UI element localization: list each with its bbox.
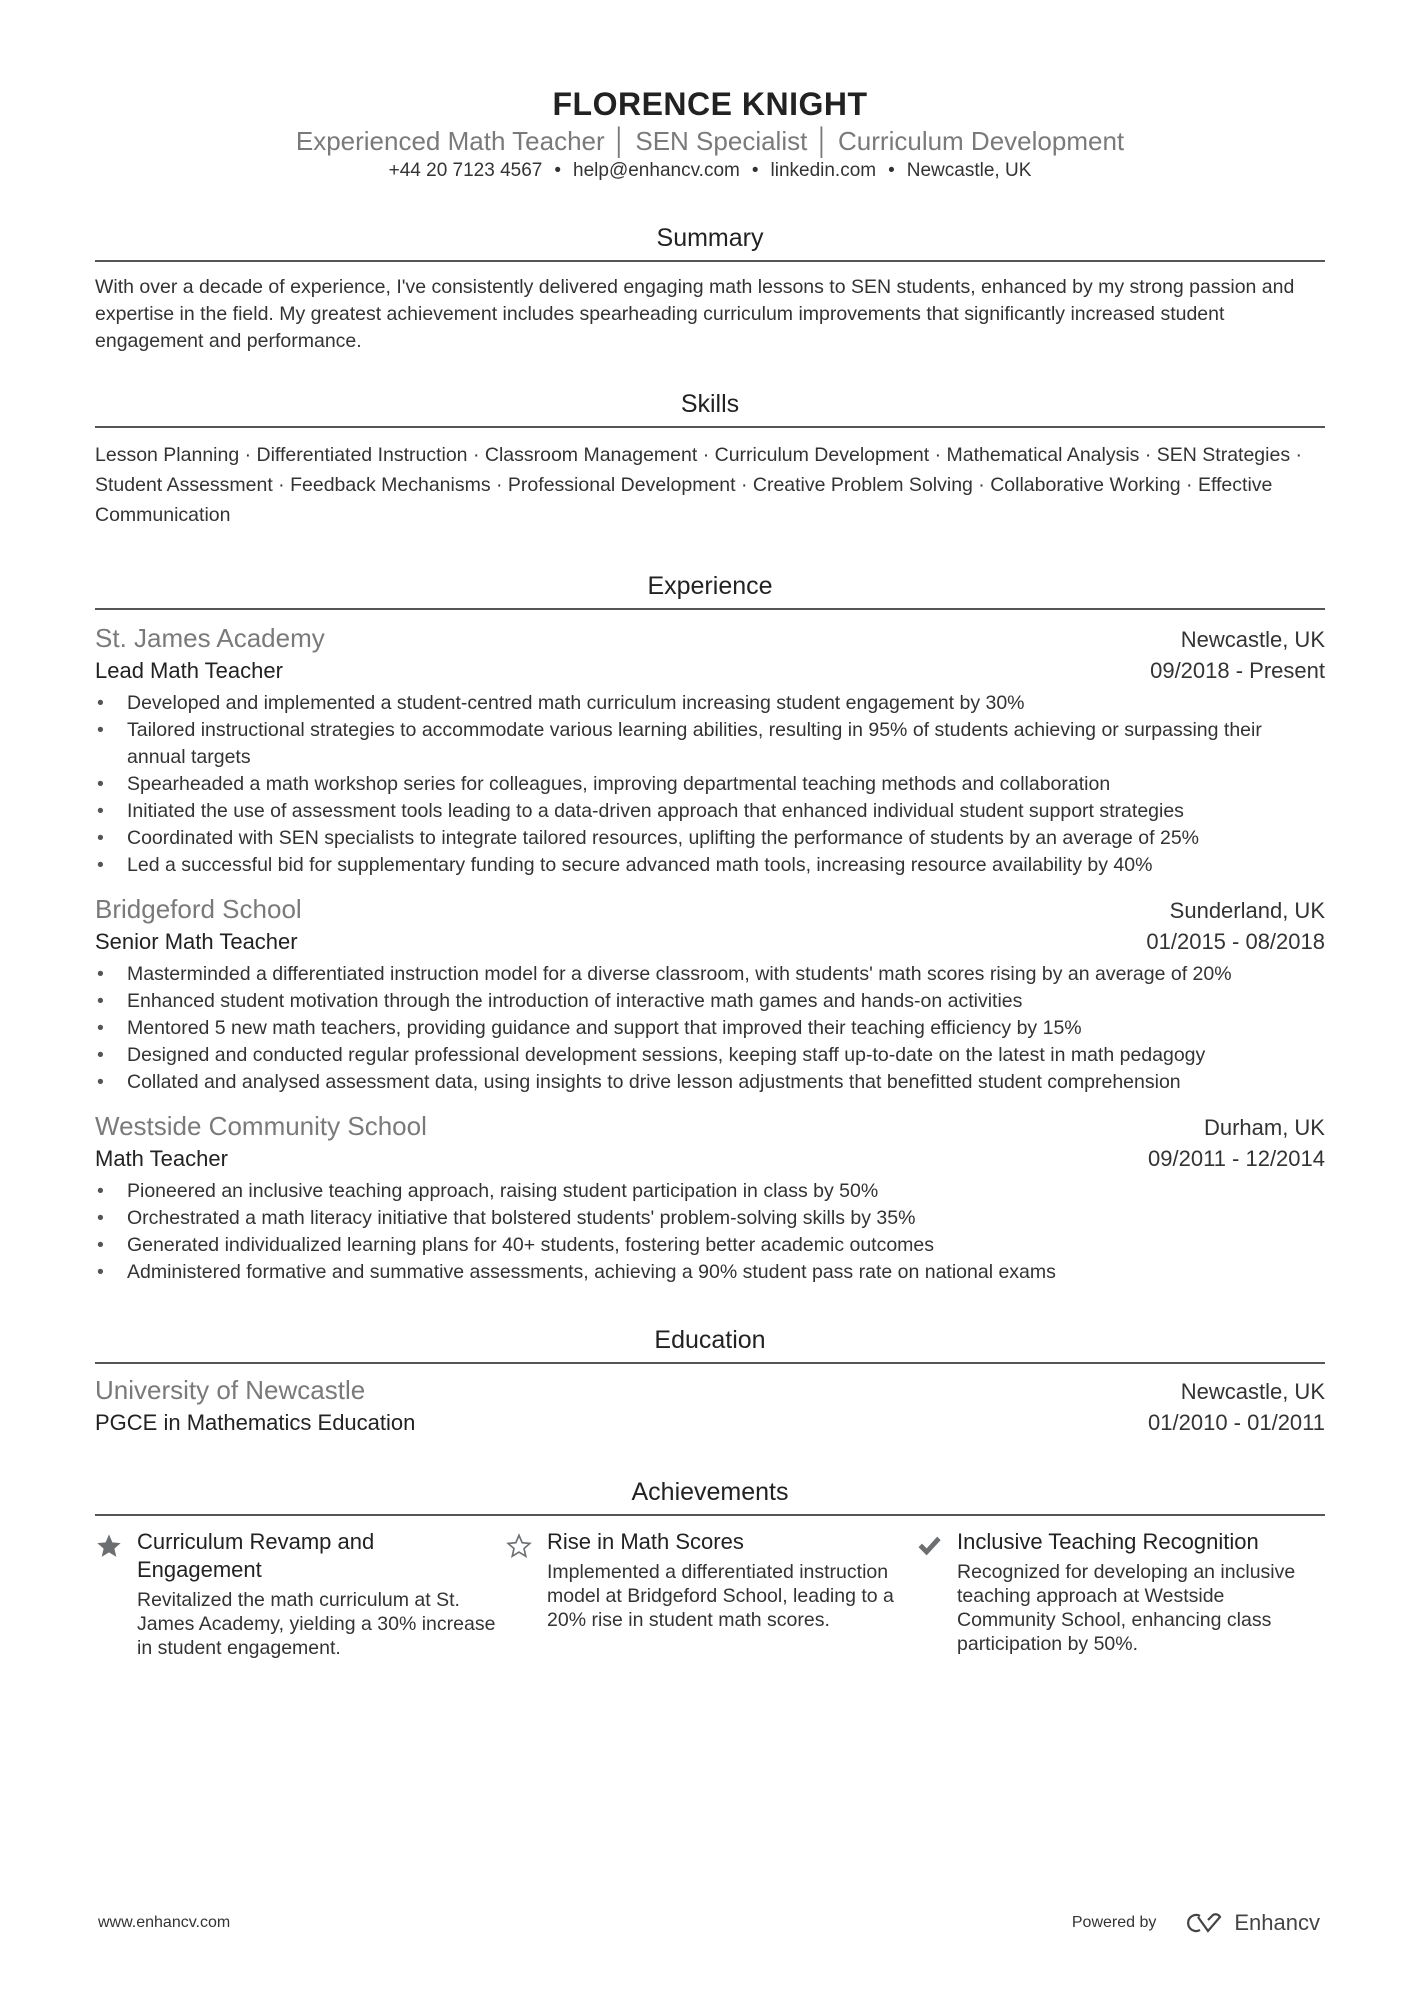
achievements-section bbox=[95, 1476, 1325, 1660]
separator: • bbox=[888, 160, 895, 181]
section-title: Experience bbox=[95, 570, 1325, 610]
enhancv-logo-icon bbox=[1182, 1911, 1226, 1935]
location: Newcastle, UK bbox=[1180, 1379, 1325, 1404]
achievement-title: Inclusive Teaching Recognition bbox=[957, 1529, 1259, 1554]
location: Newcastle, UK bbox=[1180, 627, 1325, 652]
section-title: Summary bbox=[95, 222, 1325, 262]
dates: 09/2011 - 12/2014 bbox=[1148, 1146, 1325, 1171]
bullet-item: • Spearheaded a math workshop series for colleagues, improving departmental teaching methods and collaboration bbox=[95, 771, 1325, 798]
section-title: Education bbox=[95, 1324, 1325, 1364]
achievement-item bbox=[95, 1528, 505, 1660]
checkmark-icon bbox=[915, 1528, 957, 1660]
job-title: Math Teacher bbox=[95, 1146, 228, 1171]
bullet-item: • Administered formative and summative assessments, achieving a 90% student pass rate on national exams bbox=[95, 1259, 1325, 1286]
bullet-item: • Coordinated with SEN specialists to integrate tailored resources, uplifting the performance of students by an average of 25% bbox=[95, 825, 1325, 852]
bullet-item: • Developed and implemented a student-centred math curriculum increasing student engagement by 30% bbox=[95, 690, 1325, 717]
linkedin-link[interactable]: linkedin.com bbox=[770, 160, 877, 181]
summary-text: With over a decade of experience, I've consistently delivered engaging math lessons to SEN students, enhanced by my strong passion and expertise in the field. My greatest achievement includes spearheading curriculum improvements that significantly increased student engagement and performance. bbox=[95, 276, 1295, 352]
job-title: Lead Math Teacher bbox=[95, 658, 283, 683]
skills-list: Lesson Planning · Differentiated Instruction · Classroom Management · Curriculum Development · Mathematical Analysis · SEN Strategies · Student Assessment · Feedback Mechanisms · Professional Development · Creative Problem Solving · Collaborative Working · Effective Communication bbox=[95, 444, 1302, 526]
powered-by-label: Powered by bbox=[1071, 1914, 1157, 1931]
education-section bbox=[95, 1324, 1325, 1438]
achievement-description: Implemented a differentiated instruction model at Bridgeford School, leading to a 20% rise in student math scores. bbox=[547, 1561, 894, 1631]
achievement-description: Recognized for developing an inclusive teaching approach at Westside Community School, enhancing class participation by 50%. bbox=[957, 1561, 1296, 1655]
star-filled-icon bbox=[95, 1528, 137, 1660]
bullet-list bbox=[95, 961, 1325, 1096]
star-outline-icon bbox=[505, 1528, 547, 1660]
experience-entry bbox=[95, 893, 1325, 1096]
bullet-item: • Enhanced student motivation through the introduction of interactive math games and hands-on activities bbox=[95, 988, 1325, 1015]
bullet-item: • Pioneered an inclusive teaching approach, raising student participation in class by 50% bbox=[95, 1178, 1325, 1205]
organization: St. James Academy bbox=[95, 623, 325, 653]
summary-section bbox=[95, 222, 1325, 355]
brand-name: Enhancv bbox=[1234, 1910, 1320, 1935]
bullet-item: • Masterminded a differentiated instruction model for a diverse classroom, with students' math scores rising by an average of 20% bbox=[95, 961, 1325, 988]
bullet-item: • Collated and analysed assessment data, using insights to drive lesson adjustments that benefitted student comprehension bbox=[95, 1069, 1325, 1096]
job-title: Senior Math Teacher bbox=[95, 929, 298, 954]
bullet-item: • Mentored 5 new math teachers, providing guidance and support that improved their teaching efficiency by 15% bbox=[95, 1015, 1325, 1042]
enhancv-logo[interactable] bbox=[1182, 1910, 1320, 1936]
bullet-item: • Generated individualized learning plans for 40+ students, fostering better academic outcomes bbox=[95, 1232, 1325, 1259]
bullet-item: • Orchestrated a math literacy initiative that bolstered students' problem-solving skills by 35% bbox=[95, 1205, 1325, 1232]
separator: • bbox=[751, 160, 759, 181]
contact-info bbox=[95, 158, 1325, 184]
experience-section bbox=[95, 570, 1325, 1286]
separator: • bbox=[554, 160, 562, 181]
experience-entry bbox=[95, 1110, 1325, 1286]
experience-entry bbox=[95, 622, 1325, 879]
achievement-item bbox=[505, 1528, 915, 1660]
bullet-item: • Led a successful bid for supplementary funding to secure advanced math tools, increasing resource availability by 40% bbox=[95, 852, 1325, 879]
location: Sunderland, UK bbox=[1169, 898, 1325, 923]
bullet-item: • Designed and conducted regular professional development sessions, keeping staff up-to-date on the latest in math pedagogy bbox=[95, 1042, 1325, 1069]
bullet-list bbox=[95, 1178, 1325, 1286]
candidate-headline: Experienced Math Teacher │ SEN Specialist │ Curriculum Development bbox=[295, 126, 1125, 156]
dates: 09/2018 - Present bbox=[1150, 658, 1325, 683]
section-title: Skills bbox=[95, 388, 1325, 428]
bullet-item: • Initiated the use of assessment tools leading to a data-driven approach that enhanced individual student support strategies bbox=[95, 798, 1325, 825]
achievement-description: Revitalized the math curriculum at St. James Academy, yielding a 30% increase in student engagement. bbox=[137, 1589, 496, 1659]
degree: PGCE in Mathematics Education bbox=[95, 1410, 416, 1435]
website-link[interactable]: www.enhancv.com bbox=[98, 1914, 231, 1931]
bullet-list bbox=[95, 690, 1325, 879]
achievement-title: Curriculum Revamp and Engagement bbox=[137, 1529, 375, 1582]
resume-page bbox=[95, 84, 1325, 1660]
dates: 01/2015 - 08/2018 bbox=[1146, 929, 1325, 954]
candidate-name: FLORENCE KNIGHT bbox=[552, 86, 868, 122]
location: Newcastle, UK bbox=[906, 160, 1032, 181]
achievement-title: Rise in Math Scores bbox=[547, 1529, 744, 1554]
education-entry bbox=[95, 1374, 1325, 1438]
footer bbox=[98, 1910, 1320, 1936]
location: Durham, UK bbox=[1203, 1115, 1325, 1140]
organization: Westside Community School bbox=[95, 1111, 427, 1141]
bullet-item: • Tailored instructional strategies to accommodate various learning abilities, resulting in 95% of students achieving or surpassing their annual targets bbox=[95, 717, 1325, 771]
phone: +44 20 7123 4567 bbox=[388, 160, 543, 181]
institution: University of Newcastle bbox=[95, 1375, 366, 1405]
section-title: Achievements bbox=[95, 1476, 1325, 1516]
organization: Bridgeford School bbox=[95, 894, 302, 924]
skills-section bbox=[95, 388, 1325, 530]
dates: 01/2010 - 01/2011 bbox=[1148, 1410, 1325, 1435]
achievement-item bbox=[915, 1528, 1325, 1660]
email-link[interactable]: help@enhancv.com bbox=[573, 160, 740, 181]
